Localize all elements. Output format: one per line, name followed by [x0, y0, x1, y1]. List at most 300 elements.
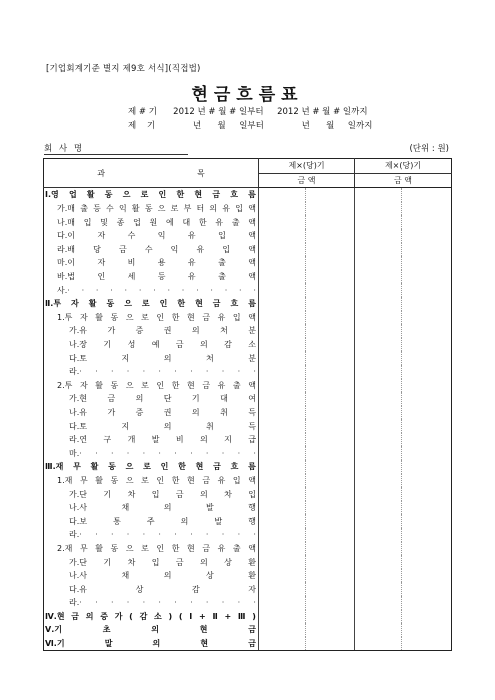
table-row [44, 433, 452, 447]
period-b-amount-cell[interactable] [355, 188, 402, 202]
period-a-amount-cell[interactable] [306, 528, 355, 542]
table-row [44, 351, 452, 365]
row-prefix: 가. [69, 489, 80, 499]
row-text: 현 금 의 증 가 ( 감 소 ) ( Ⅰ + Ⅱ + Ⅲ ) [56, 611, 256, 621]
row-text: 매 출 등 수 익 활 동 으 로 부 터 의 유 입 액 [67, 204, 256, 214]
row-label [44, 216, 258, 229]
row-label [44, 637, 258, 650]
period-b-amount-cell[interactable] [402, 555, 452, 569]
row-item-cell [44, 542, 259, 556]
row-label [44, 474, 258, 487]
row-text: 사 채 의 발 행 [79, 503, 256, 513]
period-a-amount-cell[interactable] [259, 623, 306, 637]
period-b-amount-cell[interactable] [402, 351, 452, 365]
period-b-amount-cell[interactable] [355, 215, 402, 229]
period-b-amount-cell[interactable] [355, 324, 402, 338]
row-text: · · · · · · · · · · · · [79, 598, 256, 608]
period-b-amount-cell[interactable] [355, 297, 402, 311]
row-label [44, 392, 258, 405]
period-b-amount-cell[interactable] [355, 202, 402, 216]
row-prefix: 나. [69, 571, 80, 581]
company-name-label: 회 사 명 [44, 144, 85, 154]
row-prefix: 다. [69, 421, 80, 431]
period-b-amount-cell[interactable] [402, 188, 452, 202]
period-a-amount-header: 금 액 [259, 173, 355, 188]
table-row [44, 324, 452, 338]
period-b-amount-cell[interactable] [355, 514, 402, 528]
row-text: 기 초 의 현 금 [54, 625, 256, 635]
row-item-cell [44, 433, 259, 447]
row-label [44, 352, 258, 365]
table-row [44, 623, 452, 637]
row-label [44, 433, 258, 446]
period-a-amount-cell[interactable] [306, 392, 355, 406]
table-row [44, 514, 452, 528]
period-b-amount-cell[interactable] [355, 623, 402, 637]
row-text: 투 자 활 동 으 로 인 한 현 금 유 입 액 [64, 312, 256, 322]
period-b-amount-header: 금 액 [355, 173, 452, 188]
period-a-amount-cell[interactable] [306, 446, 355, 460]
row-item-cell [44, 229, 259, 243]
table-row [44, 610, 452, 624]
item-header-right: 목 [197, 168, 205, 178]
row-prefix: 다. [69, 353, 80, 363]
row-text: · · · · · · · · · · · · [79, 448, 256, 458]
row-text: 토 지 의 처 분 [79, 353, 256, 363]
row-label [44, 583, 258, 596]
period-b-amount-cell[interactable] [402, 419, 452, 433]
row-item-cell [44, 528, 259, 542]
row-prefix: 라. [57, 244, 68, 254]
period-a-amount-cell[interactable] [259, 637, 306, 651]
period-a-amount-cell[interactable] [259, 365, 306, 379]
period-a-amount-cell[interactable] [306, 569, 355, 583]
period-b-amount-cell[interactable] [355, 392, 402, 406]
period-b-amount-cell[interactable] [355, 283, 402, 297]
period-a-amount-cell[interactable] [306, 555, 355, 569]
period-a-amount-cell[interactable] [259, 351, 306, 365]
row-item-cell [44, 474, 259, 488]
table-row [44, 243, 452, 257]
row-item-cell [44, 501, 259, 515]
period-a-amount-cell[interactable] [306, 283, 355, 297]
row-item-cell [44, 446, 259, 460]
period-b-amount-cell[interactable] [402, 379, 452, 393]
row-label [44, 324, 258, 337]
period-b-amount-cell[interactable] [402, 501, 452, 515]
period-b-amount-cell[interactable] [402, 637, 452, 651]
row-prefix: 나. [69, 503, 80, 513]
table-row [44, 569, 452, 583]
period-b-amount-cell[interactable] [402, 460, 452, 474]
period-b-amount-cell[interactable] [355, 460, 402, 474]
table-row [44, 501, 452, 515]
period-b-amount-cell[interactable] [355, 610, 402, 624]
period-b-amount-cell[interactable] [355, 419, 402, 433]
row-label [44, 297, 258, 310]
row-text: 유 상 감 자 [79, 584, 256, 594]
row-item-cell [44, 623, 259, 637]
row-text: 사 채 의 상 환 [79, 571, 256, 581]
period-a-amount-cell[interactable] [259, 419, 306, 433]
table-row [44, 188, 452, 202]
period-a-amount-cell[interactable] [259, 528, 306, 542]
table-row [44, 637, 452, 651]
row-item-cell [44, 487, 259, 501]
period-a-amount-cell[interactable] [306, 460, 355, 474]
table-row [44, 215, 452, 229]
period-b-amount-cell[interactable] [402, 392, 452, 406]
row-text: 배 당 금 수 익 유 입 액 [67, 244, 256, 254]
row-label [44, 610, 258, 623]
period-a-amount-cell[interactable] [306, 351, 355, 365]
period-a-amount-cell[interactable] [259, 215, 306, 229]
row-prefix: 다. [69, 584, 80, 594]
period-a-amount-cell[interactable] [259, 446, 306, 460]
period-a-amount-cell[interactable] [259, 243, 306, 257]
period-b-amount-cell[interactable] [355, 637, 402, 651]
row-item-cell [44, 582, 259, 596]
row-text: 법 인 세 등 유 출 액 [67, 272, 256, 282]
period-line-prior: 제 기 년 월 일부터 년 월 일까지 [128, 121, 373, 131]
row-label [44, 243, 258, 256]
period-b-amount-cell[interactable] [355, 351, 402, 365]
period-a-amount-cell[interactable] [306, 256, 355, 270]
row-label [44, 270, 258, 283]
row-text: 기 말 의 현 금 [56, 639, 256, 649]
period-a-amount-cell[interactable] [306, 229, 355, 243]
row-label [44, 365, 258, 378]
period-b-amount-cell[interactable] [355, 229, 402, 243]
row-prefix: 가. [57, 204, 68, 214]
period-b-amount-cell[interactable] [402, 487, 452, 501]
period-a-amount-cell[interactable] [306, 338, 355, 352]
period-a-amount-cell[interactable] [259, 270, 306, 284]
period-a-amount-cell[interactable] [306, 379, 355, 393]
cash-flow-table [43, 158, 452, 651]
row-prefix: 사. [57, 285, 68, 295]
period-a-amount-cell[interactable] [259, 433, 306, 447]
period-b-amount-cell[interactable] [355, 474, 402, 488]
period-a-amount-cell[interactable] [306, 406, 355, 420]
row-text: 매 입 및 종 업 원 에 대 한 유 출 액 [67, 217, 256, 227]
row-label [44, 569, 258, 582]
period-b-amount-cell[interactable] [355, 542, 402, 556]
row-label [44, 556, 258, 569]
period-b-amount-cell[interactable] [402, 365, 452, 379]
period-a-amount-cell[interactable] [259, 460, 306, 474]
period-b-amount-cell[interactable] [402, 256, 452, 270]
period-b-amount-cell[interactable] [402, 311, 452, 325]
row-item-cell [44, 338, 259, 352]
period-a-amount-cell[interactable] [259, 610, 306, 624]
period-b-amount-cell[interactable] [402, 243, 452, 257]
row-prefix: 나. [69, 340, 80, 350]
period-a-amount-cell[interactable] [306, 419, 355, 433]
row-item-cell [44, 256, 259, 270]
row-text: 투 자 활 동 으 로 인 한 현 금 흐 름 [53, 299, 256, 309]
period-b-amount-cell[interactable] [355, 569, 402, 583]
row-item-cell [44, 637, 259, 651]
period-a-amount-cell[interactable] [306, 324, 355, 338]
table-row [44, 487, 452, 501]
period-b-amount-cell[interactable] [355, 582, 402, 596]
row-label [44, 623, 258, 636]
row-label [44, 229, 258, 242]
period-a-amount-cell[interactable] [259, 487, 306, 501]
period-b-amount-cell[interactable] [402, 569, 452, 583]
row-text: 영 업 활 동 으 로 인 한 현 금 흐 름 [51, 190, 256, 200]
period-b-amount-cell[interactable] [402, 514, 452, 528]
period-a-amount-cell[interactable] [306, 188, 355, 202]
period-b-amount-cell[interactable] [402, 528, 452, 542]
table-row [44, 338, 452, 352]
period-a-amount-cell[interactable] [259, 542, 306, 556]
row-prefix: 라. [69, 435, 80, 445]
table-row [44, 474, 452, 488]
period-b-amount-cell[interactable] [355, 596, 402, 610]
period-a-amount-cell[interactable] [259, 311, 306, 325]
period-a-amount-cell[interactable] [259, 596, 306, 610]
period-a-amount-cell[interactable] [306, 215, 355, 229]
document-title: 현금흐름표 [191, 85, 304, 105]
table-row [44, 311, 452, 325]
unit-label: (단위 : 원) [409, 144, 449, 154]
row-label [44, 488, 258, 501]
row-item-cell [44, 596, 259, 610]
table-row [44, 528, 452, 542]
period-b-amount-cell[interactable] [355, 487, 402, 501]
row-item-cell [44, 419, 259, 433]
company-name-underline [44, 154, 188, 155]
row-item-cell [44, 460, 259, 474]
row-text: 유 가 증 권 의 처 분 [79, 326, 256, 336]
item-column-header [44, 159, 259, 188]
table-row [44, 256, 452, 270]
row-label [44, 420, 258, 433]
row-item-cell [44, 202, 259, 216]
period-a-amount-cell[interactable] [259, 229, 306, 243]
period-a-amount-cell[interactable] [259, 501, 306, 515]
row-text: 이 자 비 용 유 출 액 [67, 258, 256, 268]
table-row [44, 596, 452, 610]
row-text: 유 가 증 권 의 취 득 [79, 407, 256, 417]
row-text: 재 무 활 동 으 로 인 한 현 금 유 입 액 [64, 475, 256, 485]
table-row [44, 297, 452, 311]
row-text: 재 무 활 동 으 로 인 한 현 금 유 출 액 [64, 543, 256, 553]
period-b-amount-cell[interactable] [402, 446, 452, 460]
period-b-amount-cell[interactable] [355, 501, 402, 515]
table-row [44, 542, 452, 556]
period-b-amount-cell[interactable] [402, 433, 452, 447]
period-b-amount-cell[interactable] [355, 338, 402, 352]
row-prefix: Ⅱ. [45, 299, 54, 309]
statement-rows [44, 188, 452, 651]
period-a-amount-cell[interactable] [306, 433, 355, 447]
row-item-cell [44, 406, 259, 420]
period-b-amount-cell[interactable] [355, 311, 402, 325]
table-row [44, 419, 452, 433]
table-row [44, 379, 452, 393]
period-b-amount-cell[interactable] [355, 365, 402, 379]
period-a-amount-cell[interactable] [306, 243, 355, 257]
period-b-amount-cell[interactable] [402, 215, 452, 229]
row-label [44, 447, 258, 460]
row-label [44, 542, 258, 555]
period-a-amount-cell[interactable] [306, 297, 355, 311]
period-a-amount-cell[interactable] [306, 311, 355, 325]
period-b-amount-cell[interactable] [355, 256, 402, 270]
period-a-amount-cell[interactable] [259, 569, 306, 583]
period-a-amount-cell[interactable] [259, 188, 306, 202]
period-b-amount-cell[interactable] [355, 433, 402, 447]
period-b-amount-cell[interactable] [402, 297, 452, 311]
row-item-cell [44, 555, 259, 569]
period-b-amount-cell[interactable] [402, 324, 452, 338]
period-a-amount-cell[interactable] [306, 542, 355, 556]
row-item-cell [44, 324, 259, 338]
row-label [44, 202, 258, 215]
period-b-amount-cell[interactable] [402, 542, 452, 556]
row-item-cell [44, 297, 259, 311]
row-item-cell [44, 270, 259, 284]
row-prefix: 2. [57, 380, 65, 390]
row-text: · · · · · · · · · · · · [79, 530, 256, 540]
period-a-amount-cell[interactable] [306, 270, 355, 284]
row-item-cell [44, 365, 259, 379]
row-prefix: 나. [57, 217, 68, 227]
row-text: · · · · · · · · · · · · [79, 367, 256, 377]
period-a-amount-cell[interactable] [306, 501, 355, 515]
period-line-current: 제 # 기 2012 년 # 월 # 일부터 2012 년 # 월 # 일까지 [128, 107, 368, 117]
period-a-amount-cell[interactable] [259, 392, 306, 406]
row-label [44, 515, 258, 528]
period-b-amount-cell[interactable] [402, 229, 452, 243]
period-b-amount-cell[interactable] [402, 474, 452, 488]
period-a-amount-cell[interactable] [259, 338, 306, 352]
row-text: 연 구 개 발 비 의 지 급 [79, 435, 256, 445]
row-label [44, 596, 258, 609]
period-a-amount-cell[interactable] [259, 283, 306, 297]
period-b-amount-cell[interactable] [402, 283, 452, 297]
row-label [44, 188, 258, 201]
row-item-cell [44, 392, 259, 406]
row-prefix: 1. [57, 475, 65, 485]
row-label [44, 460, 258, 473]
period-a-amount-cell[interactable] [306, 202, 355, 216]
period-a-amount-cell[interactable] [306, 610, 355, 624]
period-b-amount-cell[interactable] [402, 270, 452, 284]
period-b-amount-cell[interactable] [355, 270, 402, 284]
period-a-amount-cell[interactable] [259, 297, 306, 311]
period-a-amount-cell[interactable] [306, 365, 355, 379]
period-a-amount-cell[interactable] [306, 623, 355, 637]
row-item-cell [44, 283, 259, 297]
row-prefix: 가. [69, 326, 80, 336]
row-prefix: 1. [57, 312, 65, 322]
row-text: 장 기 성 예 금 의 감 소 [79, 340, 256, 350]
row-prefix: 가. [69, 394, 80, 404]
period-b-amount-cell[interactable] [355, 379, 402, 393]
period-a-amount-cell[interactable] [306, 474, 355, 488]
table-row [44, 555, 452, 569]
period-b-amount-cell[interactable] [402, 202, 452, 216]
period-a-amount-cell[interactable] [259, 514, 306, 528]
row-label [44, 256, 258, 269]
period-b-amount-cell[interactable] [402, 596, 452, 610]
row-prefix: 다. [69, 516, 80, 526]
period-a-header: 제×(당)기 [259, 159, 355, 174]
row-item-cell [44, 514, 259, 528]
item-header-left: 과 [97, 168, 105, 178]
row-text: 투 자 활 동 으 로 인 한 현 금 유 출 액 [64, 380, 256, 390]
row-label [44, 311, 258, 324]
period-a-amount-cell[interactable] [259, 474, 306, 488]
period-b-amount-cell[interactable] [355, 446, 402, 460]
period-b-amount-cell[interactable] [402, 623, 452, 637]
table-row [44, 202, 452, 216]
period-a-amount-cell[interactable] [259, 555, 306, 569]
row-prefix: 라. [69, 367, 80, 377]
row-text: 토 지 의 취 득 [79, 421, 256, 431]
row-text: 현 금 의 단 기 대 여 [79, 394, 256, 404]
period-b-amount-cell[interactable] [355, 555, 402, 569]
period-a-amount-cell[interactable] [306, 582, 355, 596]
period-a-amount-cell[interactable] [259, 406, 306, 420]
period-a-amount-cell[interactable] [259, 324, 306, 338]
table-row [44, 229, 452, 243]
row-item-cell [44, 569, 259, 583]
row-item-cell [44, 379, 259, 393]
table-row [44, 446, 452, 460]
row-prefix: Ⅴ. [45, 625, 55, 635]
row-prefix: 가. [69, 557, 80, 567]
row-prefix: 나. [69, 407, 80, 417]
row-text: 단 기 차 입 금 의 상 환 [79, 557, 256, 567]
row-prefix: 마. [57, 258, 68, 268]
period-b-amount-cell[interactable] [402, 610, 452, 624]
row-item-cell [44, 311, 259, 325]
period-a-amount-cell[interactable] [306, 637, 355, 651]
row-label [44, 528, 258, 541]
period-b-amount-cell[interactable] [402, 406, 452, 420]
period-a-amount-cell[interactable] [306, 514, 355, 528]
period-a-amount-cell[interactable] [306, 596, 355, 610]
period-a-amount-cell[interactable] [259, 582, 306, 596]
period-a-amount-cell[interactable] [259, 202, 306, 216]
row-text: 보 통 주 의 발 행 [79, 516, 256, 526]
period-a-amount-cell[interactable] [306, 487, 355, 501]
row-item-cell [44, 188, 259, 202]
row-prefix: 라. [69, 530, 80, 540]
row-prefix: 바. [57, 272, 68, 282]
row-prefix: Ⅵ. [45, 639, 57, 649]
period-b-amount-cell[interactable] [402, 338, 452, 352]
table-row [44, 392, 452, 406]
period-a-amount-cell[interactable] [259, 379, 306, 393]
table-row [44, 406, 452, 420]
period-b-amount-cell[interactable] [402, 582, 452, 596]
period-b-amount-cell[interactable] [355, 243, 402, 257]
row-prefix: 라. [69, 598, 80, 608]
period-b-amount-cell[interactable] [355, 528, 402, 542]
period-b-amount-cell[interactable] [355, 406, 402, 420]
row-prefix: Ⅲ. [45, 462, 56, 472]
row-text: 이 자 수 익 유 입 액 [67, 231, 256, 241]
period-a-amount-cell[interactable] [259, 256, 306, 270]
table-row [44, 283, 452, 297]
table-row [44, 582, 452, 596]
